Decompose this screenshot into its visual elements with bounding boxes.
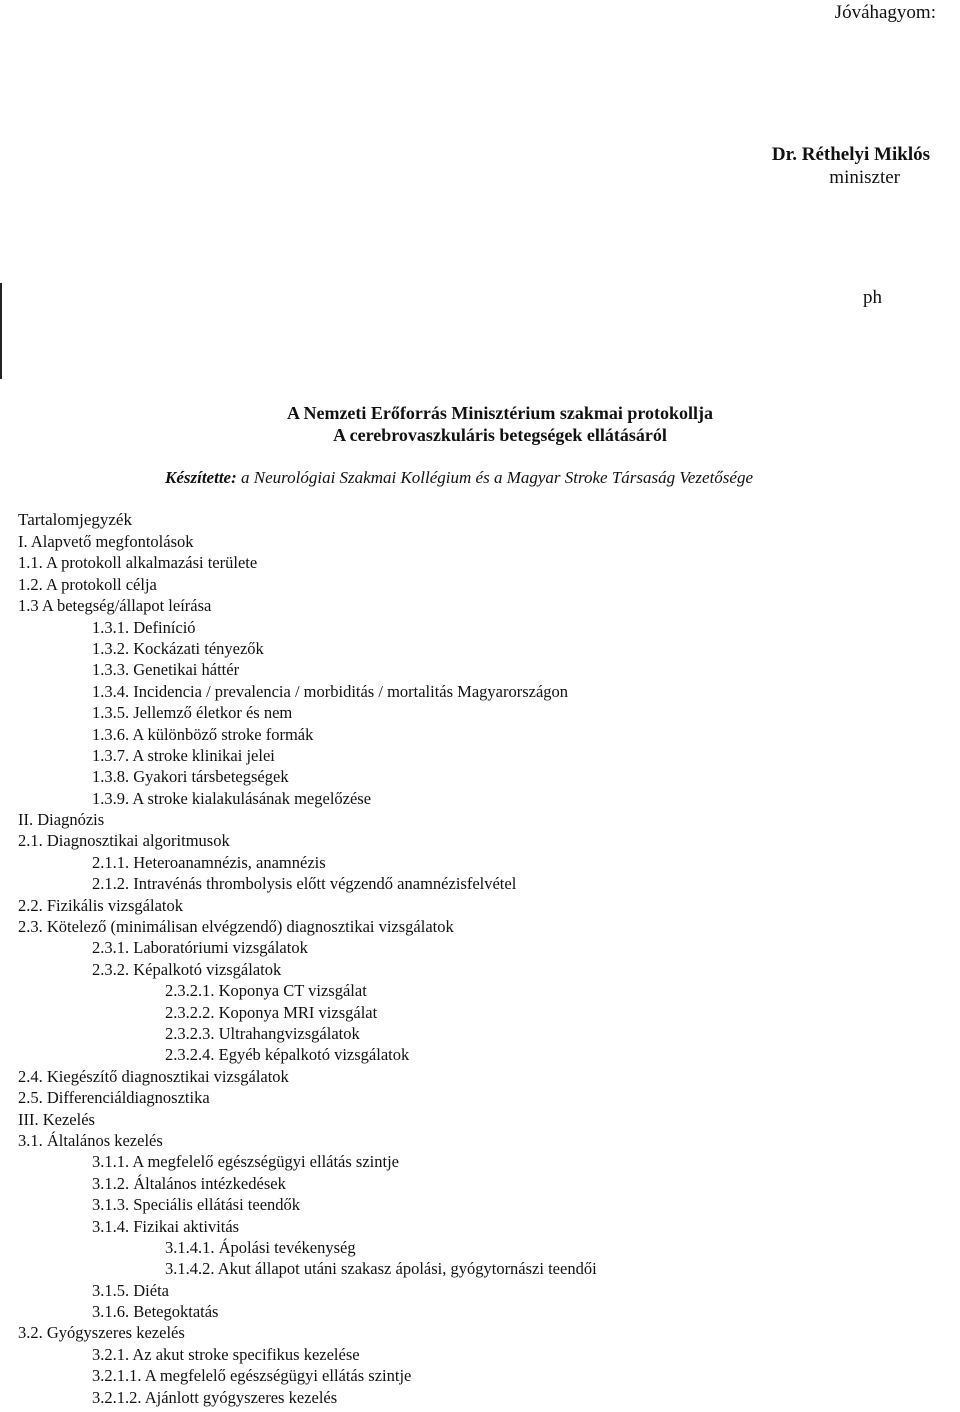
document-title-line1: A Nemzeti Erőforrás Minisztérium szakmai protokollja [286,403,714,423]
toc-item: 1.3.9. A stroke kialakulásának megelőzése [92,788,372,808]
toc-item: 2.1.1. Heteroanamnézis, anamnézis [92,852,326,872]
toc-item: 3.1.3. Speciális ellátási teendők [92,1195,301,1215]
toc-item: 3.1.4. Fizikai aktivitás [92,1216,240,1236]
signatory-name: Dr. Réthelyi Miklós [771,144,930,165]
toc-item: III. Kezelés [18,1109,95,1129]
toc-item: I. Alapvető megfontolások [18,532,194,551]
author-text: a Neurológiai Szakmai Kollégium és a Magyar Stroke Társaság Vezetősége [241,468,754,487]
toc-item: 3.1. Általános kezelés [18,1130,163,1150]
signatory-title: miniszter [829,167,900,188]
toc-item: 2.3.1. Laboratóriumi vizsgálatok [92,938,308,958]
toc-item: 3.2. Gyógyszeres kezelés [18,1323,185,1343]
toc-item: 1.3 A betegség/állapot leírása [18,596,212,616]
toc-item: 1.1. A protokoll alkalmazási területe [18,553,258,573]
toc-item: 2.3.2. Képalkotó vizsgálatok [92,959,282,979]
toc-item: 3.2.1.2. Ajánlott gyógyszeres kezelés [92,1387,338,1407]
toc-item: 2.3.2.1. Koponya CT vizsgálat [165,981,367,1001]
toc-item: 1.3.4. Incidencia / prevalencia / morbiditás / mortalitás Magyarországon [92,681,569,701]
toc-item: 2.3. Kötelező (minimálisan elvégzendő) diagnosztikai vizsgálatok [18,917,454,937]
toc-item: 3.1.4.2. Akut állapot utáni szakasz ápolási, gyógytornászi teendői [165,1259,597,1279]
toc-item: 2.3.2.3. Ultrahangvizsgálatok [165,1023,360,1043]
toc-item: 1.2. A protokoll célja [18,574,157,594]
approval-label: Jóváhagyom: [834,2,936,23]
toc-item: 2.1. Diagnosztikai algoritmusok [18,831,230,851]
author-line [165,468,753,488]
toc-item: 1.3.2. Kockázati tényezők [92,638,264,658]
toc-list [18,531,597,1408]
toc-item: 2.4. Kiegészítő diagnosztikai vizsgálatok [18,1066,289,1086]
author-label: Készítette: [165,468,237,487]
toc-item: 2.3.2.2. Koponya MRI vizsgálat [165,1002,378,1022]
toc-item: 1.3.1. Definíció [92,617,196,637]
toc-item: II. Diagnózis [18,810,105,830]
margin-line [0,283,2,379]
toc-item: 3.2.1.1. A megfelelő egészségügyi ellátás szintje [92,1366,412,1386]
toc-item: 3.1.5. Diéta [92,1280,169,1300]
toc-item: 3.1.6. Betegoktatás [92,1302,219,1322]
toc-item: 2.3.2.4. Egyéb képalkotó vizsgálatok [165,1045,410,1065]
document-title-line2: A cerebrovaszkuláris betegségek ellátásáról [333,425,667,445]
toc-item: 1.3.8. Gyakori társbetegségek [92,767,289,787]
ph-mark: ph [863,287,882,308]
toc-item: 3.1.1. A megfelelő egészségügyi ellátás szintje [92,1152,399,1172]
toc-item: 2.1.2. Intravénás thrombolysis előtt végzendő anamnézisfelvétel [92,874,517,894]
toc-item: 1.3.6. A különböző stroke formák [92,724,314,744]
toc-item: 1.3.7. A stroke klinikai jelei [92,745,275,765]
toc-item: 2.5. Differenciáldiagnosztika [18,1088,210,1108]
toc-item: 3.2.1. Az akut stroke specifikus kezelése [92,1344,360,1364]
toc-item: 3.1.4.1. Ápolási tevékenység [165,1237,356,1257]
toc-item: 3.1.2. Általános intézkedések [92,1173,286,1193]
toc-item: 2.2. Fizikális vizsgálatok [18,895,183,915]
toc-item: 1.3.5. Jellemző életkor és nem [92,703,293,723]
toc-item: 1.3.3. Genetikai háttér [92,660,240,680]
toc-heading: Tartalomjegyzék [18,510,132,529]
